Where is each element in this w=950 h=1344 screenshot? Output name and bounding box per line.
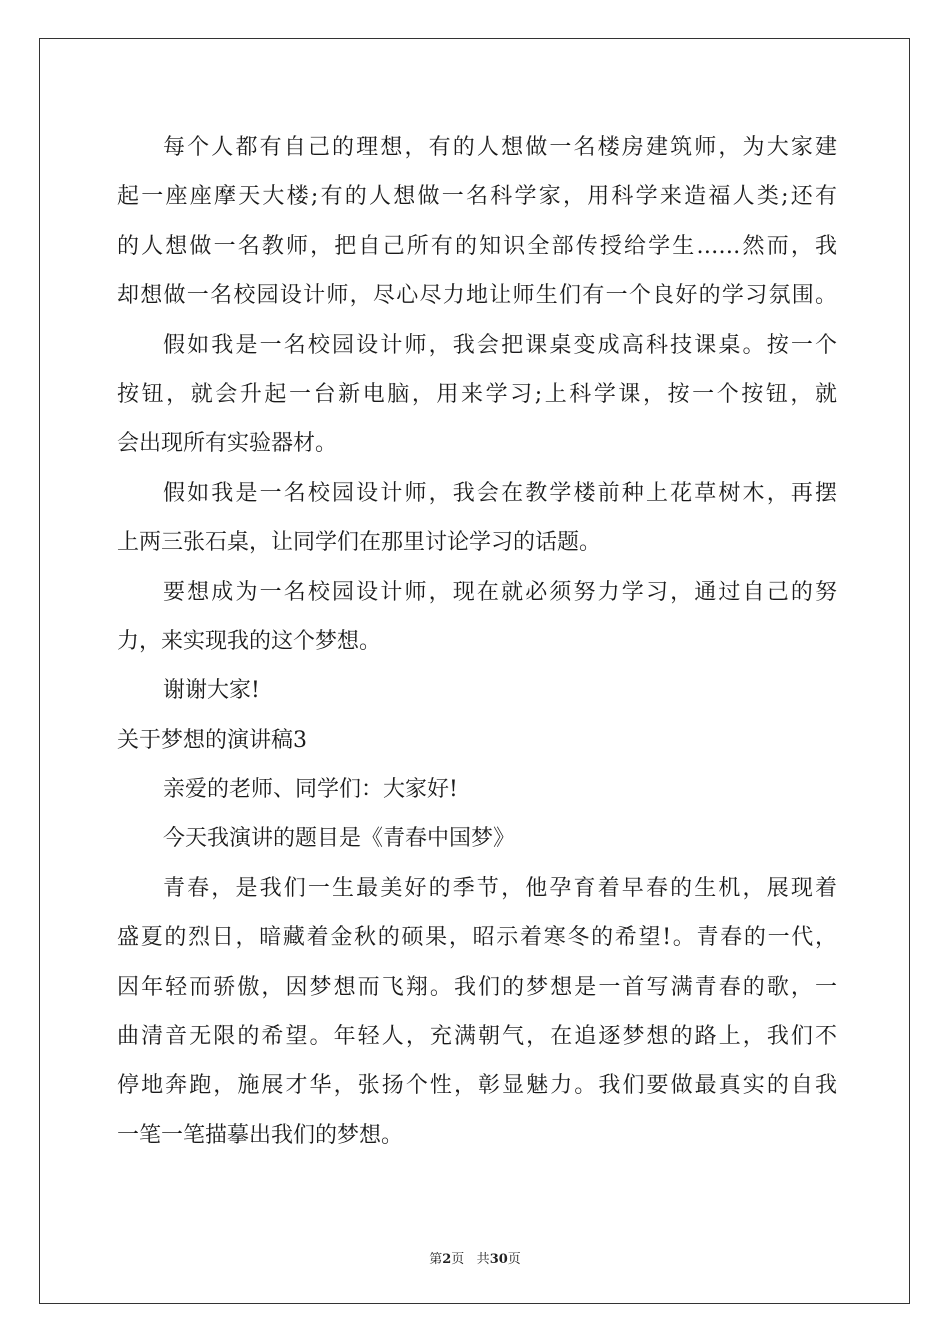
page-suffix: 页 — [451, 1252, 465, 1267]
page-footer — [0, 1248, 950, 1267]
text-line: 假如我是一名校园设计师，我会在教学楼前种上花草树木，再摆 — [163, 480, 837, 506]
total-pages: 30 — [489, 1252, 508, 1267]
document-body — [117, 123, 837, 1160]
text-line: 亲爱的老师、同学们：大家好! — [163, 777, 458, 803]
text-line: 要想成为一名校园设计师，现在就必须努力学习，通过自己的努 — [163, 579, 837, 605]
page-number: 2 — [442, 1252, 452, 1267]
text-line: 停地奔跑，施展才华，张扬个性，彰显魅力。我们要做最真实的自我 — [117, 1073, 837, 1099]
text-line: 青春，是我们一生最美好的季节，他孕育着早春的生机，展现着 — [163, 875, 837, 901]
text-line: 的人想做一名教师，把自己所有的知识全部传授给学生……然而，我 — [117, 233, 837, 259]
text-line: 却想做一名校园设计师，尽心尽力地让师生们有一个良好的学习氛围。 — [117, 283, 837, 309]
text-line: 起一座座摩天大楼;有的人想做一名科学家，用科学来造福人类;还有 — [117, 184, 837, 210]
total-prefix: 共 — [476, 1252, 490, 1267]
text-line: 谢谢大家! — [163, 678, 260, 704]
text-line: 按钮，就会升起一台新电脑，用来学习;上科学课，按一个按钮，就 — [117, 381, 837, 407]
text-line: 假如我是一名校园设计师，我会把课桌变成高科技课桌。按一个 — [163, 332, 837, 358]
text-line: 力，来实现我的这个梦想。 — [117, 628, 382, 654]
page-prefix: 第 — [429, 1252, 443, 1267]
text-line: 曲清音无限的希望。年轻人，充满朝气，在追逐梦想的路上，我们不 — [117, 1024, 837, 1050]
section-heading: 关于梦想的演讲稿3 — [117, 727, 307, 753]
text-line: 每个人都有自己的理想，有的人想做一名楼房建筑师，为大家建 — [163, 135, 837, 160]
text-line: 会出现所有实验器材。 — [117, 431, 338, 457]
text-line: 上两三张石桌，让同学们在那里讨论学习的话题。 — [117, 530, 602, 556]
total-suffix: 页 — [507, 1252, 521, 1267]
text-line: 盛夏的烈日，暗藏着金秋的硕果，昭示着寒冬的希望!。青春的一代， — [117, 925, 837, 951]
text-line: 今天我演讲的题目是《青春中国梦》 — [163, 826, 516, 852]
text-line: 因年轻而骄傲，因梦想而飞翔。我们的梦想是一首写满青春的歌，一 — [117, 974, 837, 1000]
text-line: 一笔一笔描摹出我们的梦想。 — [117, 1122, 404, 1148]
